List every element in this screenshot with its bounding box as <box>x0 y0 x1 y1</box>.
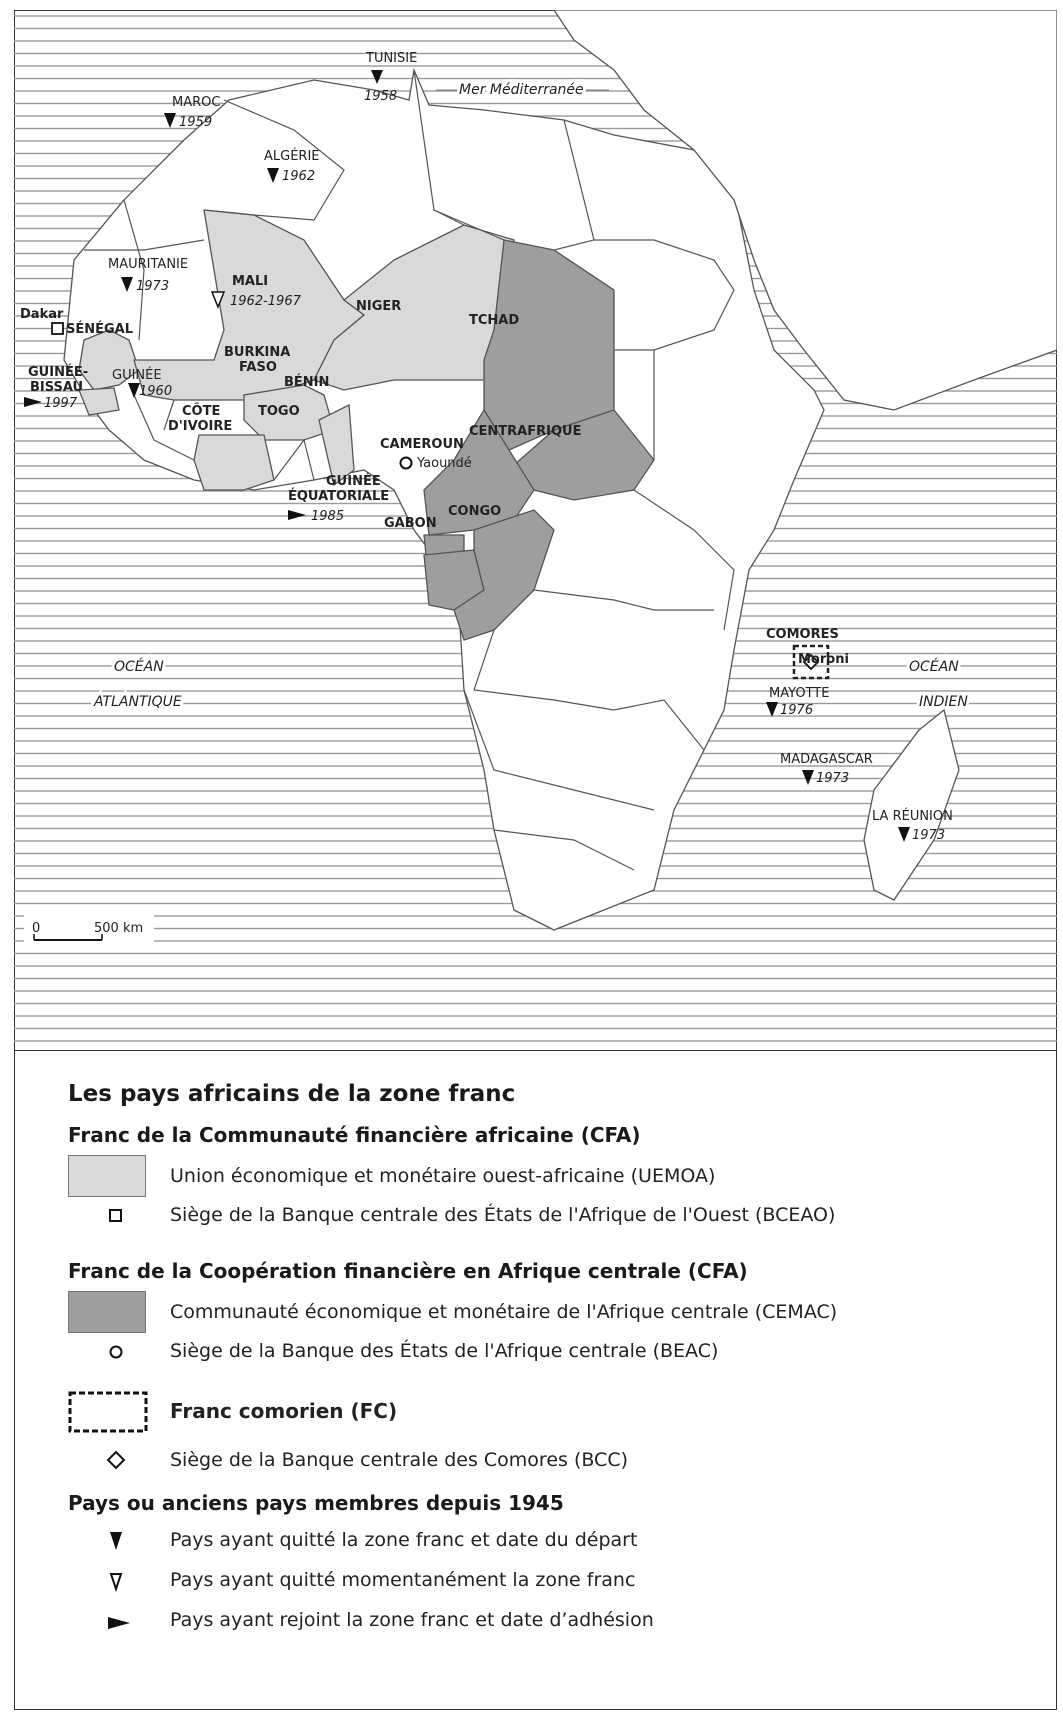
label-reunion: LA RÉUNION <box>872 809 953 824</box>
label-tchad: TCHAD <box>469 313 520 328</box>
label-guinee-eq-2: ÉQUATORIALE <box>288 489 390 504</box>
legend-uemoa: Union économique et monétaire ouest-africaine (UEMOA) <box>170 1165 716 1187</box>
legend-joined: Pays ayant rejoint la zone franc et date d’adhésion <box>170 1609 654 1631</box>
fc-dashed-box-icon <box>68 1391 148 1433</box>
map <box>14 10 1057 1050</box>
label-tunisie-year: 1958 <box>364 89 398 104</box>
left-triangle-icon <box>109 1531 123 1551</box>
label-mauritanie-year: 1973 <box>136 279 170 294</box>
legend-fc-heading: Franc comorien (FC) <box>170 1399 398 1423</box>
label-mediterranee: Mer Méditerranée <box>459 82 584 98</box>
label-mayotte-year: 1976 <box>780 703 814 718</box>
bcc-diamond-icon <box>106 1450 126 1470</box>
label-guinee-eq-1: GUINÉE <box>326 474 381 489</box>
label-guinee-bissau-year: 1997 <box>44 396 78 411</box>
label-cameroun: CAMEROUN <box>380 437 464 452</box>
label-mayotte: MAYOTTE <box>769 686 830 701</box>
legend-cemac: Communauté économique et monétaire de l'Afrique centrale (CEMAC) <box>170 1301 838 1323</box>
legend-title: Les pays africains de la zone franc <box>68 1081 516 1107</box>
label-guinee-bissau-1: GUINÉE- <box>28 365 89 380</box>
label-guinee-year: 1960 <box>139 384 173 399</box>
legend-beac: Siège de la Banque des États de l'Afrique centrale (BEAC) <box>170 1340 719 1362</box>
label-cote-1: CÔTE <box>182 404 221 419</box>
label-benin: BÉNIN <box>284 375 330 390</box>
legend-members-heading: Pays ou anciens pays membres depuis 1945 <box>68 1491 564 1515</box>
label-mauritanie: MAURITANIE <box>108 257 189 272</box>
legend <box>14 1050 1057 1710</box>
legend-left: Pays ayant quitté la zone franc et date du départ <box>170 1529 638 1551</box>
label-togo: TOGO <box>258 404 300 419</box>
label-guinee-eq-year: 1985 <box>311 509 345 524</box>
label-guinee-bissau-2: BISSAU <box>30 380 84 395</box>
legend-bceao: Siège de la Banque centrale des États de l'Afrique de l'Ouest (BCEAO) <box>170 1204 836 1226</box>
legend-bcc: Siège de la Banque centrale des Comores (BCC) <box>170 1449 629 1471</box>
label-congo: CONGO <box>448 504 502 519</box>
cemac-swatch <box>68 1291 146 1333</box>
label-maroc-year: 1959 <box>179 115 213 130</box>
yaounde-circle <box>401 458 412 469</box>
joined-arrow-icon <box>107 1616 131 1630</box>
label-mali-years: 1962-1967 <box>230 294 301 309</box>
label-ocean-ind-2: INDIEN <box>919 694 968 710</box>
label-madagascar-year: 1973 <box>816 771 850 786</box>
legend-cfa-west-heading: Franc de la Communauté financière africaine (CFA) <box>68 1123 641 1147</box>
label-ocean-atl-2: ATLANTIQUE <box>94 694 182 710</box>
beac-circle-icon <box>108 1344 124 1360</box>
label-niger: NIGER <box>356 299 402 314</box>
left-temp-triangle-icon <box>109 1572 123 1592</box>
label-madagascar: MADAGASCAR <box>780 752 873 767</box>
scale-zero: 0 <box>32 921 41 936</box>
dakar-square <box>52 323 63 334</box>
label-burkina-1: BURKINA <box>224 345 291 360</box>
label-senegal: SÉNÉGAL <box>66 322 134 337</box>
label-centrafrique: CENTRAFRIQUE <box>469 424 582 439</box>
label-reunion-year: 1973 <box>912 828 946 843</box>
legend-left-temp: Pays ayant quitté momentanément la zone franc <box>170 1569 636 1591</box>
label-guinee: GUINÉE <box>112 368 162 383</box>
scale-label: 500 km <box>94 921 144 936</box>
legend-cfa-central-heading: Franc de la Coopération financière en Afrique centrale (CFA) <box>68 1259 748 1283</box>
label-ocean-ind-1: OCÉAN <box>909 659 959 675</box>
cote-shape <box>194 435 274 490</box>
uemoa-swatch <box>68 1155 146 1197</box>
label-tunisie: TUNISIE <box>366 51 418 66</box>
label-mali: MALI <box>232 274 269 289</box>
label-algerie-year: 1962 <box>282 169 316 184</box>
label-gabon: GABON <box>384 516 437 531</box>
label-comores: COMORES <box>766 627 839 642</box>
label-algerie: ALGÉRIE <box>264 149 320 164</box>
label-yaounde: Yaoundé <box>417 456 472 471</box>
scale-bar <box>24 915 154 945</box>
label-maroc: MAROC <box>172 95 221 110</box>
label-cote-2: D'IVOIRE <box>168 419 233 434</box>
label-moroni: Moroni <box>798 652 849 667</box>
label-ocean-atl-1: OCÉAN <box>114 659 164 675</box>
bceao-square-icon <box>108 1208 124 1224</box>
label-burkina-2: FASO <box>239 360 277 375</box>
label-dakar: Dakar <box>20 307 64 322</box>
